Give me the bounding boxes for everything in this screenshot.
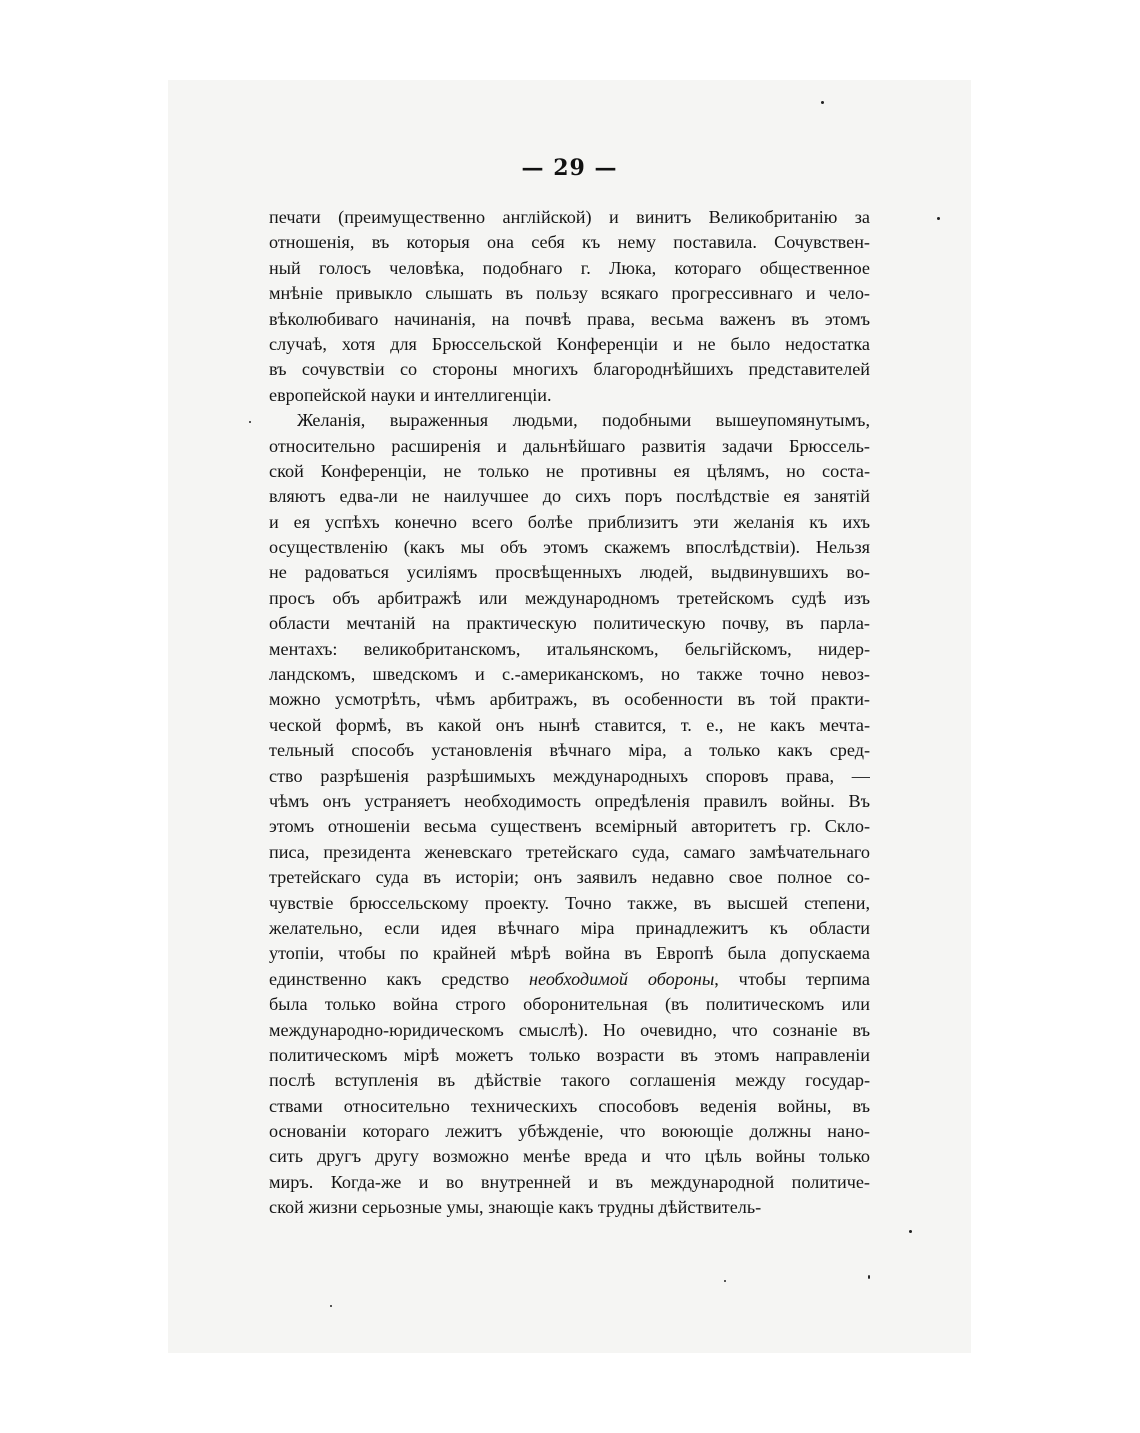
body-text: [269, 205, 870, 1221]
text-segment: единственно какъ средство: [269, 968, 529, 989]
text-line: [269, 967, 870, 992]
text-line: области мечтаній на практическую политическую почву, въ парла-: [269, 613, 870, 634]
text-segment: , чтобы терпима: [714, 968, 870, 989]
scan-speck: [330, 1305, 332, 1307]
text-line: тельный способъ установленія вѣчнаго міра, а только какъ сред-: [269, 740, 870, 761]
page-number: — 29 —: [521, 155, 618, 181]
text-line: относительно расширенія и дальнѣйшаго развитія задачи Брюссель-: [269, 435, 870, 456]
text-line: чувствіе брюссельскому проекту. Точно также, въ высшей степени,: [269, 892, 870, 913]
text-line: осуществленію (какъ мы объ этомъ скажемъ впослѣдствіи). Нельзя: [269, 537, 870, 558]
text-line: ствами относительно техническихъ способовъ веденія войны, въ: [269, 1095, 870, 1116]
text-line: Желанія, выраженныя людьми, подобными вышеупомянутымъ,: [297, 410, 870, 431]
text-line: вѣколюбиваго начинанія, на почвѣ права, весьма важенъ въ этомъ: [269, 308, 870, 329]
text-line: можно усмотрѣть, чѣмъ арбитражъ, въ особенности въ той практи-: [269, 689, 870, 710]
emphasis-text: необходимой обороны: [528, 968, 715, 989]
paragraph-1: [269, 205, 870, 408]
text-line: вляютъ едва-ли не наилучшее до сихъ поръ послѣдствіе ея занятій: [269, 486, 870, 507]
text-line: въ сочувствіи со стороны многихъ благороднѣйшихъ представителей: [269, 359, 870, 380]
scan-speck: [937, 217, 940, 220]
text-line: третейскаго суда въ исторіи; онъ заявилъ недавно свое полное со-: [269, 867, 870, 888]
text-line: международно-юридическомъ смыслѣ). Но очевидно, что сознаніе въ: [269, 1019, 870, 1040]
text-line: ментахъ: великобританскомъ, итальянскомъ, бельгійскомъ, нидер-: [269, 638, 870, 659]
text-line: печати (преимущественно англійской) и винитъ Великобританію за: [269, 207, 870, 227]
text-line: не радоваться усиліямъ просвѣщенныхъ людей, выдвинувшихъ во-: [269, 562, 870, 583]
scan-speck: [868, 1275, 870, 1279]
text-line: сить другъ другу возможно менѣе вреда и что цѣль войны только: [269, 1146, 870, 1167]
text-line: просъ объ арбитражѣ или международномъ третейскомъ судѣ изъ: [269, 587, 870, 608]
scan-speck: [909, 1230, 912, 1233]
text-line: мнѣніе привыкло слышать въ пользу всякаго прогрессивнаго и чело-: [269, 283, 870, 304]
paragraph-2: [269, 408, 870, 1221]
text-line: миръ. Когда-же и во внутренней и въ международной политиче-: [269, 1171, 870, 1192]
text-line: ской жизни серьозные умы, знающіе какъ трудны дѣйствитель-: [269, 1197, 762, 1218]
text-line: отношенія, въ которыя она себя къ нему поставила. Сочувствен-: [269, 232, 870, 253]
scan-speck: [724, 1280, 726, 1282]
text-line: желательно, если идея вѣчнаго міра принадлежитъ къ области: [269, 917, 870, 938]
text-line: и ея успѣхъ конечно всего болѣе приблизитъ эти желанія къ ихъ: [269, 511, 870, 532]
text-line: ландскомъ, шведскомъ и с.-американскомъ, но также точно невоз-: [269, 664, 870, 685]
text-line: чѣмъ онъ устраняетъ необходимость опредѣленія правилъ войны. Въ: [269, 790, 870, 811]
text-line: ческой формѣ, въ какой онъ нынѣ ставится, т. е., не какъ мечта-: [269, 714, 870, 735]
scan-speck: [249, 421, 251, 423]
text-line: этомъ отношеніи весьма существенъ всемірный авторитетъ гр. Скло-: [269, 816, 870, 837]
text-line: основаніи котораго лежитъ убѣжденіе, что воюющіе должны нано-: [269, 1121, 870, 1142]
text-line: была только война строго оборонительная (въ политическомъ или: [269, 994, 870, 1015]
text-line: писа, президента женевскаго третейскаго суда, самаго замѣчательнаго: [269, 841, 870, 862]
text-line: послѣ вступленія въ дѣйствіе такого соглашенія между государ-: [269, 1070, 870, 1091]
text-line: ный голосъ человѣка, подобнаго г. Люка, котораго общественное: [269, 257, 870, 278]
text-line: ской Конференціи, не только не противны ея цѣлямъ, но соста-: [269, 460, 870, 481]
text-line: ство разрѣшенія разрѣшимыхъ международныхъ споровъ права, —: [269, 765, 870, 786]
scan-speck: [821, 101, 824, 104]
text-line: утопіи, чтобы по крайней мѣрѣ война въ Европѣ была допускаема: [269, 943, 870, 964]
text-line: случаѣ, хотя для Брюссельской Конференціи и не было недостатка: [269, 333, 870, 354]
text-line: европейской науки и интеллигенціи.: [269, 384, 552, 405]
text-line: политическомъ мірѣ можетъ только возрасти въ этомъ направленіи: [269, 1044, 870, 1065]
